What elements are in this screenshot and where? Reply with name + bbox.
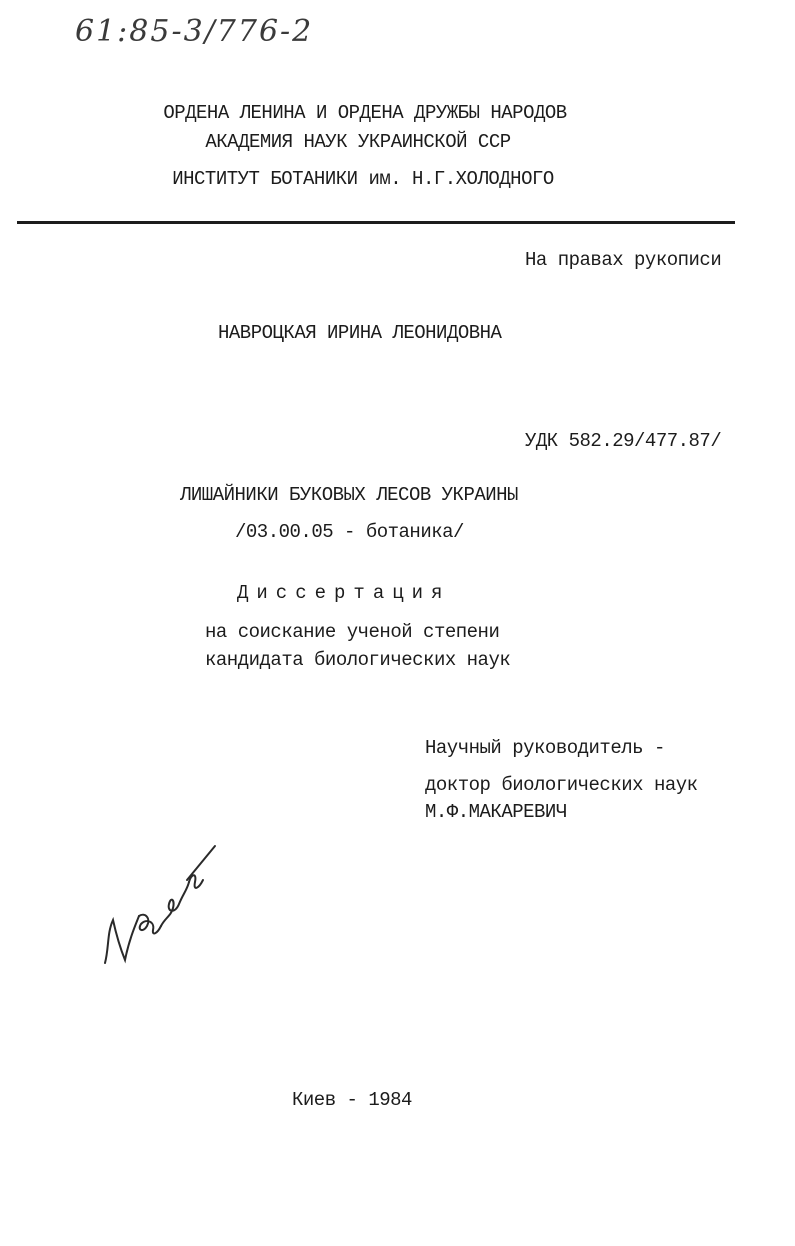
place-and-year: Киев - 1984 xyxy=(292,1089,412,1111)
supervisor-degree: доктор биологических наук xyxy=(425,774,698,796)
specialty-code: /03.00.05 - ботаника/ xyxy=(235,521,464,543)
author-name: НАВРОЦКАЯ ИРИНА ЛЕОНИДОВНА xyxy=(218,322,502,344)
supervisor-name: М.Ф.МАКАРЕВИЧ xyxy=(425,801,567,823)
udc-code: УДК 582.29/477.87/ xyxy=(525,430,722,452)
archive-code-handwritten: 61:85-3/776-2 xyxy=(75,14,314,49)
supervisor-role: Научный руководитель - xyxy=(425,737,665,759)
header-divider xyxy=(17,221,735,224)
header-academy: АКАДЕМИЯ НАУК УКРАИНСКОЙ ССР xyxy=(205,131,511,153)
degree-line-1: на соискание ученой степени xyxy=(205,621,500,643)
rights-note: На правах рукописи xyxy=(525,249,722,271)
header-institute: ИНСТИТУТ БОТАНИКИ им. Н.Г.ХОЛОДНОГО xyxy=(172,168,554,190)
handwritten-signature xyxy=(95,838,225,973)
degree-line-2: кандидата биологических наук xyxy=(205,649,511,671)
dissertation-title: ЛИШАЙНИКИ БУКОВЫХ ЛЕСОВ УКРАИНЫ xyxy=(180,484,518,506)
dissertation-label: Диссертация xyxy=(237,582,451,604)
header-order: ОРДЕНА ЛЕНИНА И ОРДЕНА ДРУЖБЫ НАРОДОВ xyxy=(163,102,567,124)
